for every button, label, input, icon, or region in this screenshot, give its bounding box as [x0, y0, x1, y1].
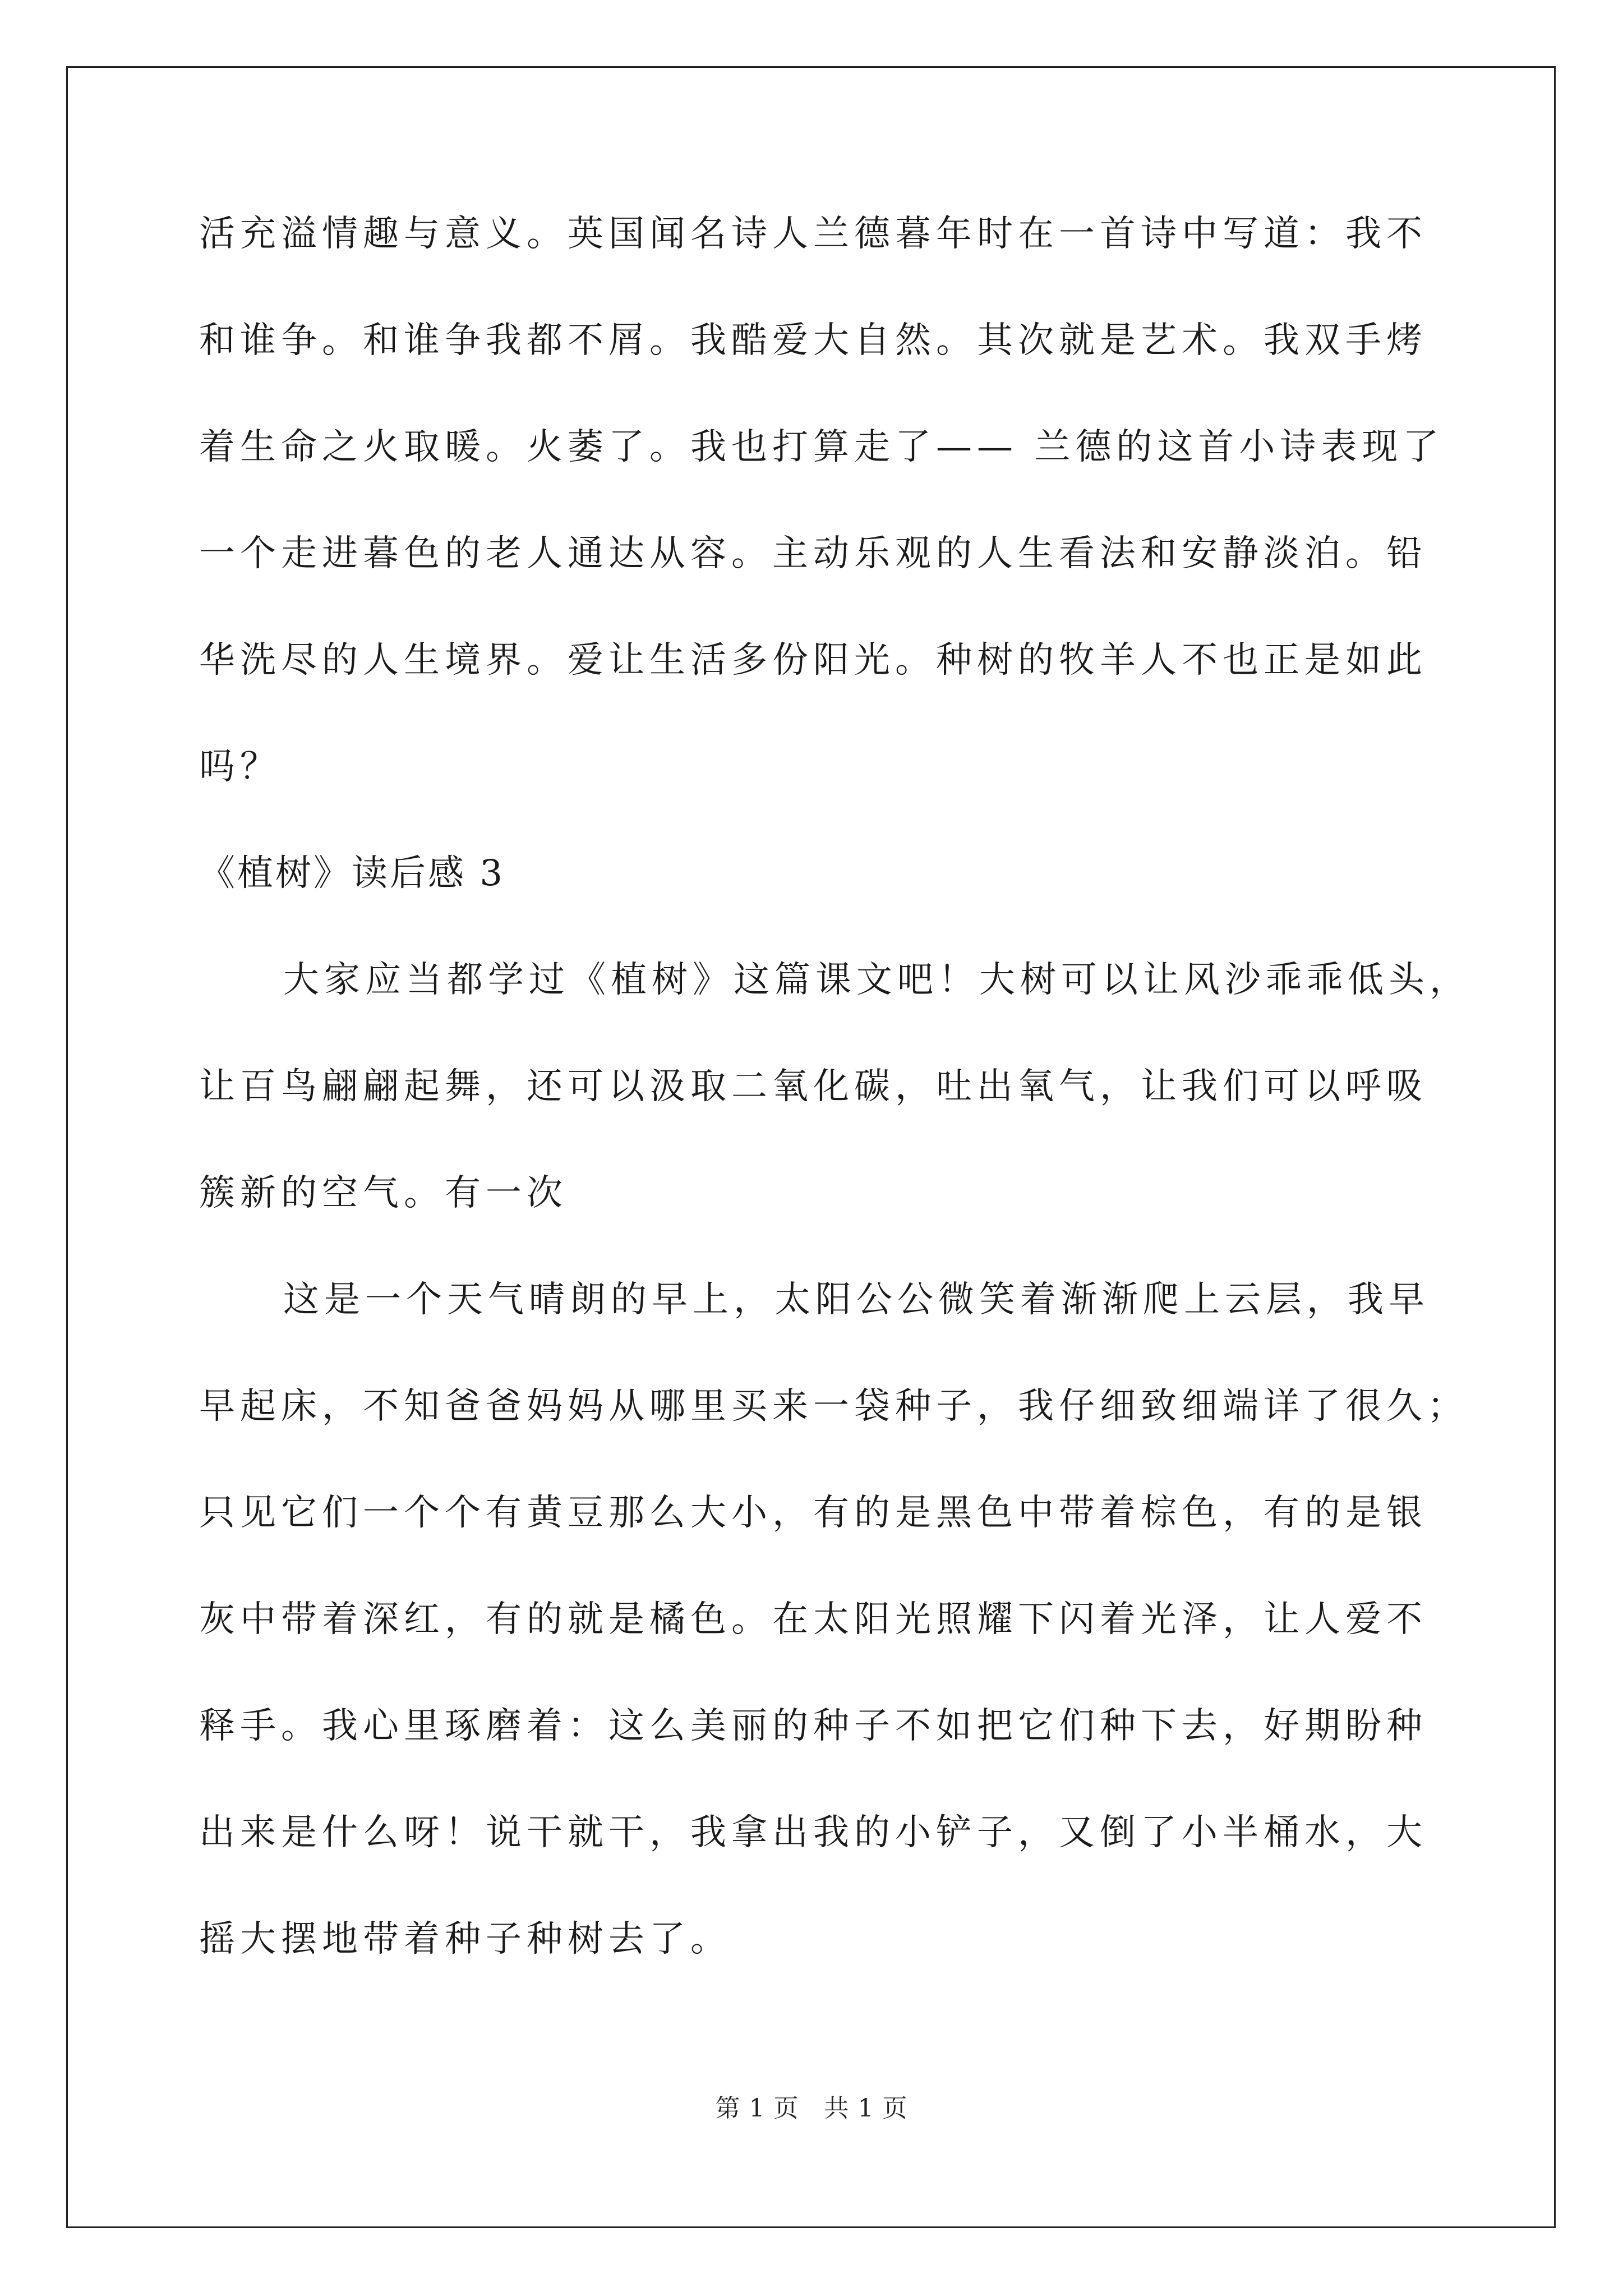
text-line: 这是一个天气晴朗的早上，太阳公公微笑着渐渐爬上云层，我早 [283, 1279, 1430, 1320]
text-line: 活充溢情趣与意义。英国闻名诗人兰德暮年时在一首诗中写道：我不 [199, 213, 1427, 255]
text-line: 灰中带着深红，有的就是橘色。在太阳光照耀下闪着光泽，让人爱不 [199, 1599, 1427, 1640]
page-border [66, 66, 1556, 2228]
text-line: 华洗尽的人生境界。爱让生活多份阳光。种树的牧羊人不也正是如此 [199, 639, 1427, 681]
text-line: 吗？ [199, 746, 281, 788]
text-line: 出来是什么呀！说干就干，我拿出我的小铲子，又倒了小半桶水，大 [199, 1812, 1427, 1853]
text-line: 大家应当都学过《植树》这篇课文吧！大树可以让风沙乖乖低头， [283, 959, 1470, 1001]
text-line: 让百鸟翩翩起舞，还可以汲取二氧化碳，吐出氧气，让我们可以呼吸 [199, 1066, 1427, 1107]
text-line: 摇大摆地带着种子种树去了。 [199, 1918, 731, 1960]
text-line: 释手。我心里琢磨着：这么美丽的种子不如把它们种下去，好期盼种 [199, 1705, 1427, 1747]
section-heading: 《植树》读后感 3 [199, 853, 505, 894]
text-line: 和谁争。和谁争我都不屑。我酷爱大自然。其次就是艺术。我双手烤 [199, 320, 1427, 361]
page-number-footer: 第 1 页 共 1 页 [715, 2094, 908, 2123]
text-line: 早起床，不知爸爸妈妈从哪里买来一袋种子，我仔细致细端详了很久； [199, 1386, 1468, 1427]
text-line: 着生命之火取暖。火萎了。我也打算走了—— 兰德的这首小诗表现了 [199, 426, 1444, 468]
text-line: 一个走进暮色的老人通达从容。主动乐观的人生看法和安静淡泊。铅 [199, 533, 1427, 574]
text-line: 簇新的空气。有一次 [199, 1172, 568, 1214]
text-line: 只见它们一个个有黄豆那么大小，有的是黑色中带着棕色，有的是银 [199, 1492, 1427, 1534]
